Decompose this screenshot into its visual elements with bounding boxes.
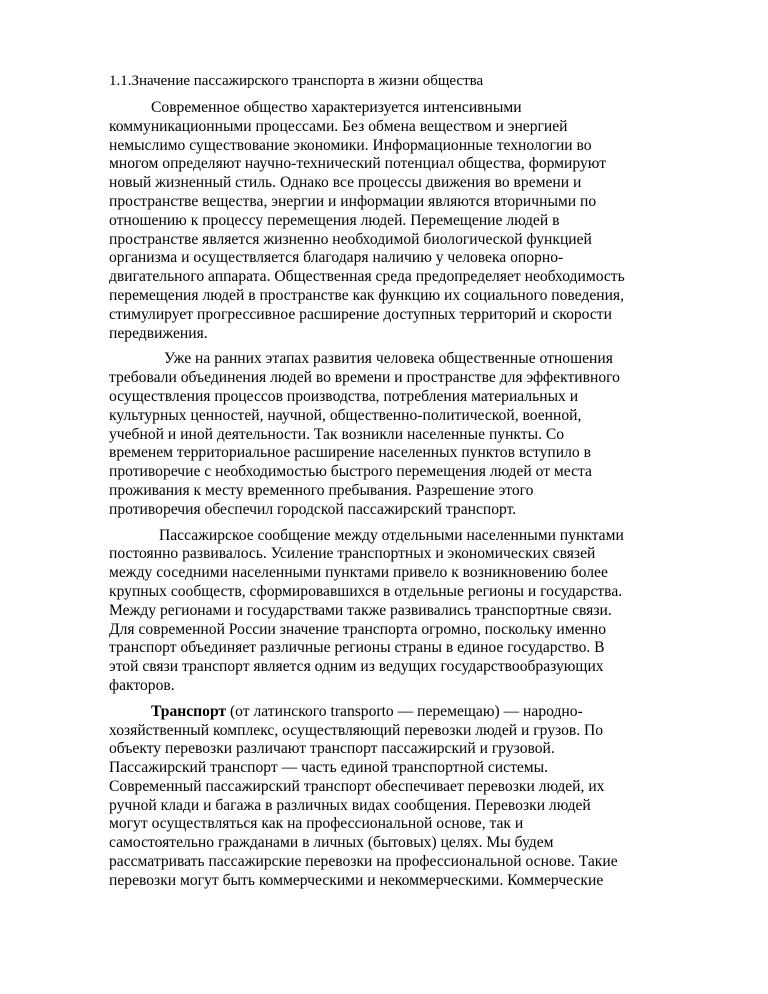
text-line: противоречия обеспечил городской пассажирский транспорт. bbox=[109, 500, 517, 518]
paragraph-1 bbox=[109, 99, 721, 343]
defined-term: Транспорт bbox=[151, 702, 227, 720]
paragraph-4 bbox=[109, 703, 721, 891]
text-line bbox=[109, 703, 721, 722]
text-line: новый жизненный стиль. Однако все процессы движения во времени и bbox=[109, 174, 582, 192]
text-line: временем территориальное расширение населенных пунктов вступило в bbox=[109, 444, 591, 462]
text-line: Современный пассажирский транспорт обеспечивает перевозки людей, их bbox=[109, 777, 605, 795]
text-line: ручной клади и багажа в различных видах сообщения. Перевозки людей bbox=[109, 796, 591, 814]
text-line: объекту перевозки различают транспорт пассажирский и грузовой. bbox=[109, 740, 555, 758]
text-line: Для современной России значение транспорта огромно, поскольку именно bbox=[109, 620, 607, 638]
text-line: Между регионами и государствами также развивались транспортные связи. bbox=[109, 601, 612, 619]
text-line: могут осуществляться как на профессиональной основе, так и bbox=[109, 815, 524, 833]
text-line: многом определяют научно-технический потенциал общества, формируют bbox=[109, 155, 607, 173]
text-line: рассматривать пассажирские перевозки на профессиональной основе. Такие bbox=[109, 853, 618, 871]
text-line: организма и осуществляется благодаря наличию у человека опорно- bbox=[109, 249, 564, 267]
text-line: Пассажирское сообщение между отдельными населенными пунктами bbox=[159, 526, 624, 544]
text-line: отношению к процессу перемещения людей. Перемещение людей в bbox=[109, 211, 560, 229]
text-line: коммуникационными процессами. Без обмена веществом и энергией bbox=[109, 117, 568, 135]
text-line: немыслимо существование экономики. Информационные технологии во bbox=[109, 136, 592, 154]
text-line: проживания к месту временного пребывания. Разрешение этого bbox=[109, 481, 534, 499]
section-heading: 1.1.Значение пассажирского транспорта в жизни общества bbox=[109, 73, 484, 89]
text-line: между соседними населенными пунктами привело к возникновению более bbox=[109, 564, 608, 582]
text-line: Пассажирский транспорт — часть единой транспортной системы. bbox=[109, 759, 549, 777]
text-line: Уже на ранних этапах развития человека общественные отношения bbox=[164, 350, 613, 368]
text-line: пространстве вещества, энергии и информации являются вторичными по bbox=[109, 192, 597, 210]
text-line: двигательного аппарата. Общественная среда предопределяет необходимость bbox=[109, 268, 625, 286]
text-line: учебной и иной деятельности. Так возникли населенные пункты. Со bbox=[109, 425, 565, 443]
text-line: передвижения. bbox=[109, 324, 208, 342]
text-line: Современное общество характеризуется интенсивными bbox=[151, 99, 522, 116]
paragraph-3 bbox=[109, 527, 721, 696]
text-line: стимулирует прогрессивное расширение доступных территорий и скорости bbox=[109, 305, 612, 323]
text-line: самостоятельно гражданами в личных (бытовых) целях. Мы будем bbox=[109, 834, 554, 852]
text-line: крупных сообществ, сформировавшихся в отдельные регионы и государства. bbox=[109, 582, 623, 600]
text-line: требовали объединения людей во времени и пространстве для эффективного bbox=[109, 369, 620, 387]
text-line: этой связи транспорт является одним из ведущих государствообразующих bbox=[109, 658, 604, 676]
text-line: культурных ценностей, научной, общественно-политической, военной, bbox=[109, 406, 582, 424]
text-line: перемещения людей в пространстве как функцию их социального поведения, bbox=[109, 286, 625, 304]
text-line: осуществления процессов производства, потребления материальных и bbox=[109, 387, 579, 405]
text-line: факторов. bbox=[109, 676, 175, 694]
text-line: противоречие с необходимостью быстрого перемещения людей от места bbox=[109, 463, 592, 481]
text-line: транспорт объединяет различные регионы страны в единое государство. В bbox=[109, 639, 605, 657]
paragraph-2 bbox=[109, 350, 721, 519]
text-line: пространстве является жизненно необходимой биологической функцией bbox=[109, 230, 592, 248]
text-line: хозяйственный комплекс, осуществляющий перевозки людей и грузов. По bbox=[109, 721, 604, 739]
text-line: перевозки могут быть коммерческими и некоммерческими. Коммерческие bbox=[109, 871, 604, 889]
text-line: постоянно развивалось. Усиление транспортных и экономических связей bbox=[109, 545, 596, 563]
document-page bbox=[109, 72, 721, 898]
term-definition: (от латинского transporto — перемещаю) — народно- bbox=[226, 702, 583, 720]
